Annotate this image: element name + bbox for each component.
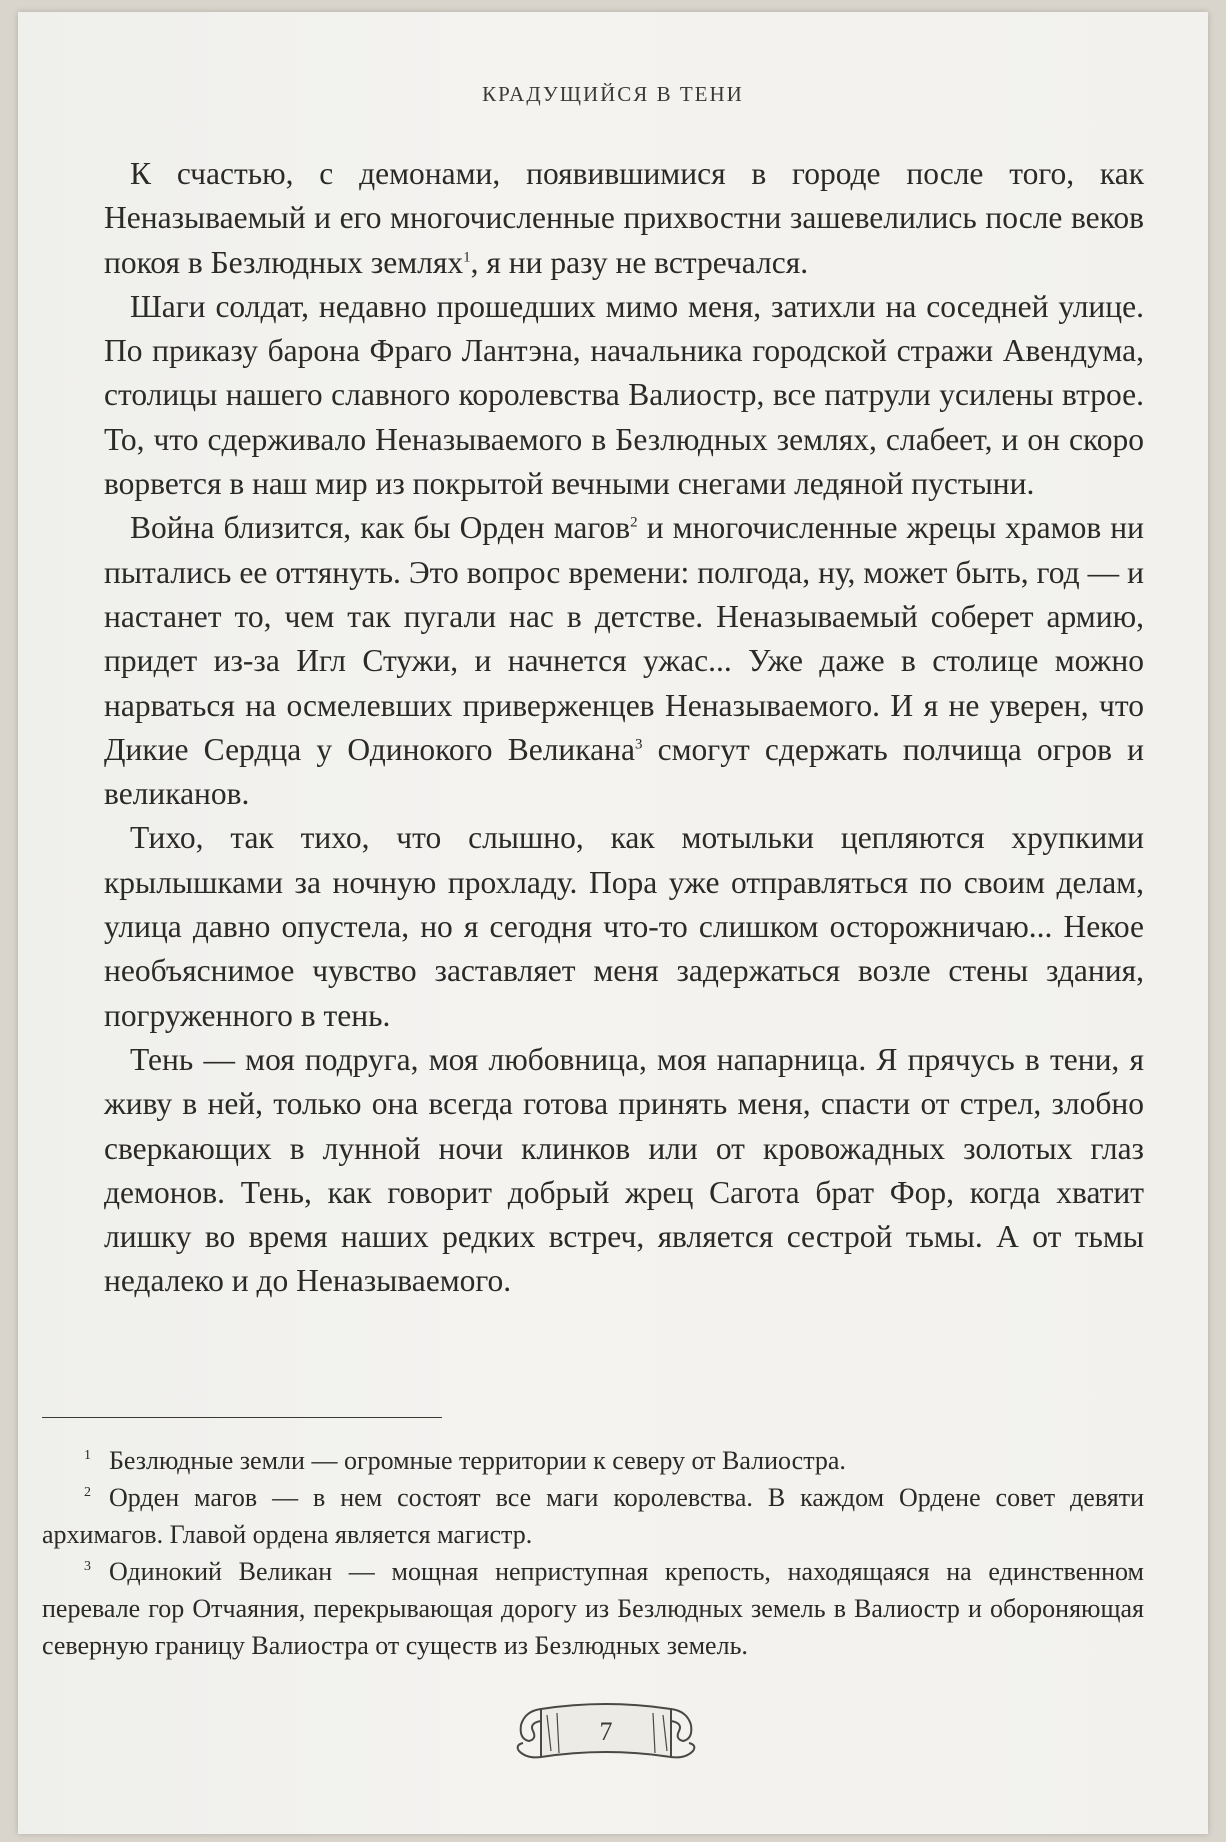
paragraph-text: Шаги солдат, недавно прошедших мимо меня, затихли на соседней улице. По приказу барона Фраго Лантэна, начальника городской стражи Авендума, столицы нашего славного королевства Валиостр, все патрули усилены втрое. То, что сдерживало Неназываемого в Безлюдных землях, слабеет, и он скоро ворвется в наш мир из покрытой вечными снегами ледяной пустыни. xyxy=(104,288,1144,502)
paragraph-text: смогут сдержать полчища огров и великанов. xyxy=(104,731,1144,812)
running-head: КРАДУЩИЙСЯ В ТЕНИ xyxy=(482,82,744,106)
paragraph-text: Война близится, как бы Орден магов xyxy=(130,510,631,546)
footnote-mark: 1 xyxy=(84,1448,91,1464)
footnote-text: Орден магов — в нем состоят все маги королевства. В каждом Ордене совет девяти архимагов. Главой ордена является магистр. xyxy=(42,1483,1144,1549)
book-page xyxy=(18,12,1208,1834)
footnote-rule xyxy=(42,1417,442,1418)
footnote-text: Безлюдные земли — огромные территории к северу от Валиостра. xyxy=(109,1446,846,1475)
footnote-reference[interactable]: 2 xyxy=(630,514,638,531)
paragraph-text: , я ни разу не встречался. xyxy=(470,244,809,280)
paragraph-text: Тихо, так тихо, что слышно, как мотыльки цепляются хрупкими крылышками за ночную прохладу. Пора уже отправляться по своим делам, улица давно опустела, но я сегодня что-то слишком осторожничаю... Некое необъяснимое чувство заставляет меня задержаться возле стены здания, погруженного в тень. xyxy=(104,820,1144,1033)
page-number: 7 xyxy=(599,1717,613,1746)
paragraph-text: и многочисленные жрецы храмов ни пытались ее оттянуть. Это вопрос времени: полгода, ну, может быть, год — и настанет то, чем так пугали нас в детстве. Неназываемый соберет армию, придет из-за Игл Стужи, и начнется ужас... Уже даже в столице можно нарваться на осмелевших приверженцев Неназываемого. И я не уверен, что Дикие Сердца у Одинокого Великана xyxy=(104,510,1145,767)
footnote-reference[interactable]: 3 xyxy=(634,736,643,753)
paragraph-text: Тень — моя подруга, моя любовница, моя напарница. Я прячусь в тени, я живу в ней, только она всегда готова принять меня, спасти от стрел, злобно сверкающих в лунной ночи клинков или от кровожадных золотых глаз демонов. Тень, как говорит добрый жрец Сагота брат Фор, когда хватит лишку во время наших редких встреч, является сестрой тьмы. А от тьмы недалеко и до Неназываемого. xyxy=(104,1041,1144,1299)
footnote-mark: 2 xyxy=(84,1485,91,1501)
footnote-mark: 3 xyxy=(84,1559,91,1575)
footnote-reference[interactable]: 1 xyxy=(463,249,471,266)
footnote xyxy=(42,1442,1144,1479)
footnotes xyxy=(42,1442,1144,1664)
page-number-scroll xyxy=(511,1695,701,1769)
paragraph xyxy=(104,816,1144,1037)
paragraph xyxy=(104,1038,1144,1304)
paragraph-text: К счастью, с демонами, появившимися в городе после того, как Неназываемый и его многочисленные прихвостни зашевелились после веков покоя в Безлюдных землях xyxy=(104,156,1144,280)
footnote xyxy=(42,1553,1144,1664)
body-text xyxy=(104,152,1144,1304)
footnote-text: Одинокий Великан — мощная неприступная крепость, находящаяся на единственном перевале гор Отчаяния, перекрывающая дорогу из Безлюдных земель в Валиостр и обороняющая северную границу Валиостра от существ из Безлюдных земель. xyxy=(42,1557,1144,1660)
paragraph xyxy=(104,506,1144,816)
paragraph xyxy=(104,285,1144,506)
paragraph xyxy=(104,152,1144,285)
footnote xyxy=(42,1479,1144,1553)
